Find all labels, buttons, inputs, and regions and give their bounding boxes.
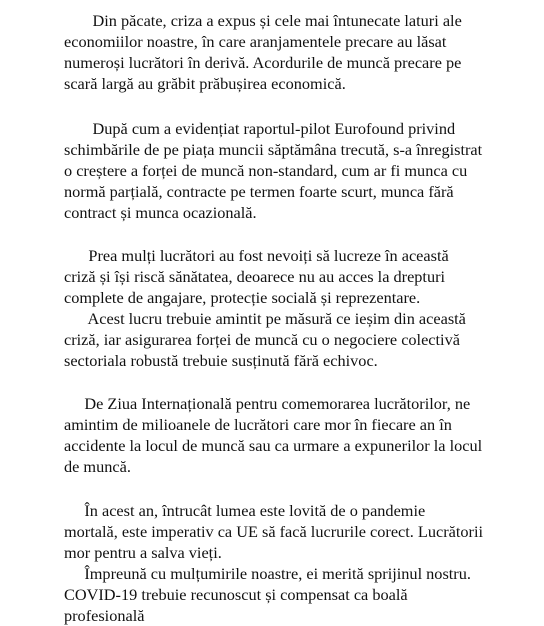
- text-line: profesională: [64, 606, 145, 625]
- text-line: mor pentru a salva vieți.: [64, 543, 222, 562]
- text-line: complete de angajare, protecție socială și reprezentare.: [64, 288, 421, 307]
- text-line: COVID-19 trebuie recunoscut și compensat ca boală: [64, 585, 408, 604]
- text-line: criză și își riscă sănătatea, deoarece nu au acces la drepturi: [64, 267, 446, 286]
- text-line: Acest lucru trebuie amintit pe măsură ce ieșim din această: [64, 309, 466, 328]
- text-line: Din păcate, criza a expus și cele mai întunecate laturi ale: [64, 11, 462, 30]
- text-line: amintim de milioanele de lucrători care mor în fiecare an în: [64, 415, 452, 434]
- paragraph-7: [64, 563, 530, 626]
- text-line: Prea mulți lucrători au fost nevoiți să lucreze în această: [64, 246, 449, 265]
- text-line: contract și munca ocazională.: [64, 203, 257, 222]
- paragraph-5: [64, 393, 530, 477]
- text-line: economiilor noastre, în care aranjamentele precare au lăsat: [64, 32, 447, 51]
- text-line: De Ziua Internațională pentru comemorarea lucrătorilor, ne: [64, 394, 471, 413]
- paragraph-6: [64, 500, 530, 563]
- text-line: criză, iar asigurarea forței de muncă cu o negociere colectivă: [64, 330, 460, 349]
- text-line: accidente la locul de muncă sau ca urmare a expunerilor la locul: [64, 436, 483, 455]
- paragraph-4: [64, 308, 530, 371]
- paragraph-2: [64, 118, 530, 223]
- text-line: sectoriala robustă trebuie susținută fără echivoc.: [64, 351, 378, 370]
- text-line: o creștere a forței de muncă non-standard, cum ar fi munca cu: [64, 161, 468, 180]
- paragraph-1: [64, 10, 530, 94]
- text-line: normă parțială, contracte pe termen foarte scurt, munca fără: [64, 182, 454, 201]
- text-line: mortală, este imperativ ca UE să facă lucrurile corect. Lucrătorii: [64, 522, 484, 541]
- paragraph-3: [64, 245, 530, 308]
- text-line: Împreună cu mulțumirile noastre, ei merită sprijinul nostru.: [64, 564, 471, 583]
- text-line: schimbările de pe piața muncii săptămâna trecută, s-a înregistrat: [64, 140, 483, 159]
- text-line: După cum a evidențiat raportul-pilot Eurofound privind: [64, 119, 456, 138]
- text-line: În acest an, întrucât lumea este lovită de o pandemie: [64, 501, 426, 520]
- text-line: de muncă.: [64, 457, 131, 476]
- text-line: scară largă au grăbit prăbușirea economică.: [64, 74, 346, 93]
- text-line: numeroși lucrători în derivă. Acordurile de muncă precare pe: [64, 53, 462, 72]
- document-body: [64, 10, 530, 626]
